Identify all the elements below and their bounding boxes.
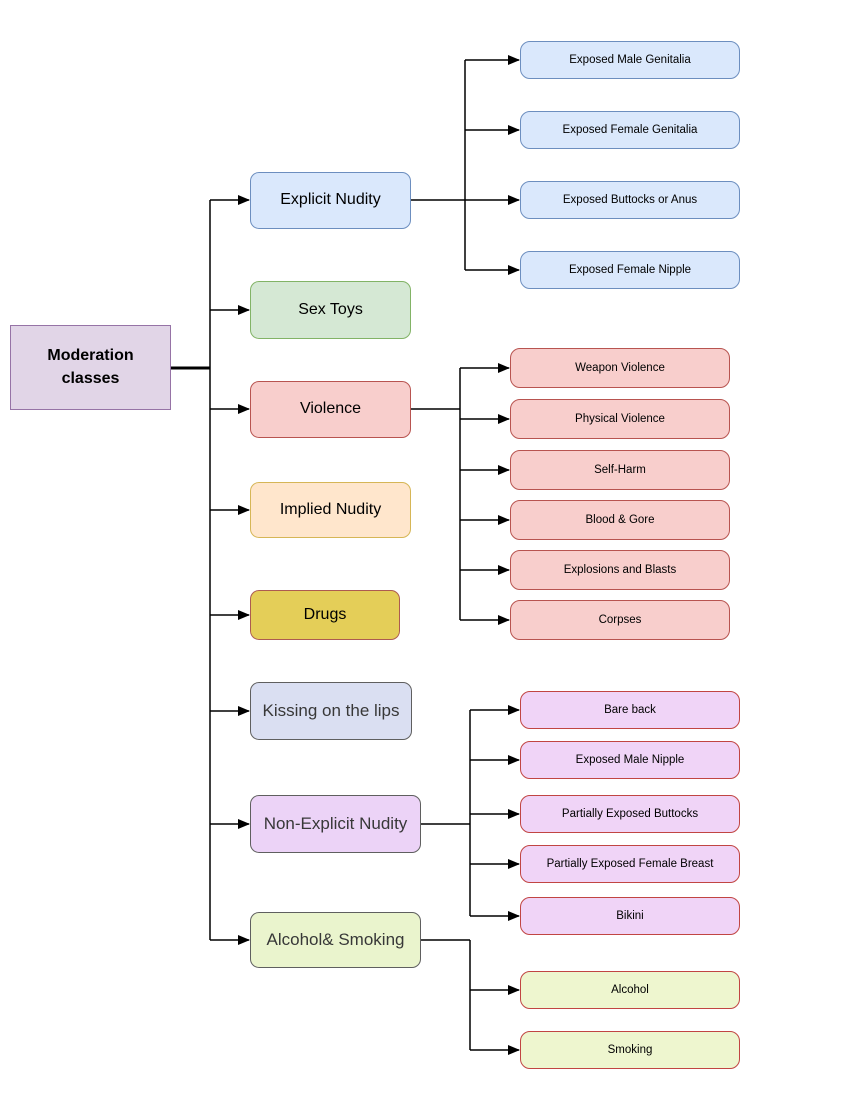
node-bare-back: Bare back	[520, 691, 740, 729]
node-explosions-and-blasts: Explosions and Blasts	[510, 550, 730, 590]
node-partially-exposed-buttocks: Partially Exposed Buttocks	[520, 795, 740, 833]
edge-group-trunk	[171, 200, 249, 940]
node-kissing-on-the-lips: Kissing on the lips	[250, 682, 412, 740]
node-exposed-male-genitalia: Exposed Male Genitalia	[520, 41, 740, 79]
edge-group-non-explicit-nudity	[421, 710, 519, 916]
node-non-explicit-nudity: Non-Explicit Nudity	[250, 795, 421, 853]
node-moderation-classes: Moderation classes	[10, 325, 171, 410]
node-partially-exposed-female-breast: Partially Exposed Female Breast	[520, 845, 740, 883]
node-corpses: Corpses	[510, 600, 730, 640]
edge-group-alcohol-smoking	[421, 940, 519, 1050]
node-bikini: Bikini	[520, 897, 740, 935]
edge-group-violence	[411, 368, 509, 620]
node-exposed-male-nipple: Exposed Male Nipple	[520, 741, 740, 779]
node-implied-nudity: Implied Nudity	[250, 482, 411, 538]
node-blood-and-gore: Blood & Gore	[510, 500, 730, 540]
node-weapon-violence: Weapon Violence	[510, 348, 730, 388]
node-exposed-female-genitalia: Exposed Female Genitalia	[520, 111, 740, 149]
node-physical-violence: Physical Violence	[510, 399, 730, 439]
node-self-harm: Self-Harm	[510, 450, 730, 490]
node-drugs: Drugs	[250, 590, 400, 640]
edge-group-explicit-nudity	[411, 60, 519, 270]
node-smoking: Smoking	[520, 1031, 740, 1069]
node-explicit-nudity: Explicit Nudity	[250, 172, 411, 229]
node-exposed-buttocks-or-anus: Exposed Buttocks or Anus	[520, 181, 740, 219]
node-exposed-female-nipple: Exposed Female Nipple	[520, 251, 740, 289]
node-alcohol: Alcohol	[520, 971, 740, 1009]
node-alcohol-smoking: Alcohol& Smoking	[250, 912, 421, 968]
node-violence: Violence	[250, 381, 411, 438]
node-sex-toys: Sex Toys	[250, 281, 411, 339]
